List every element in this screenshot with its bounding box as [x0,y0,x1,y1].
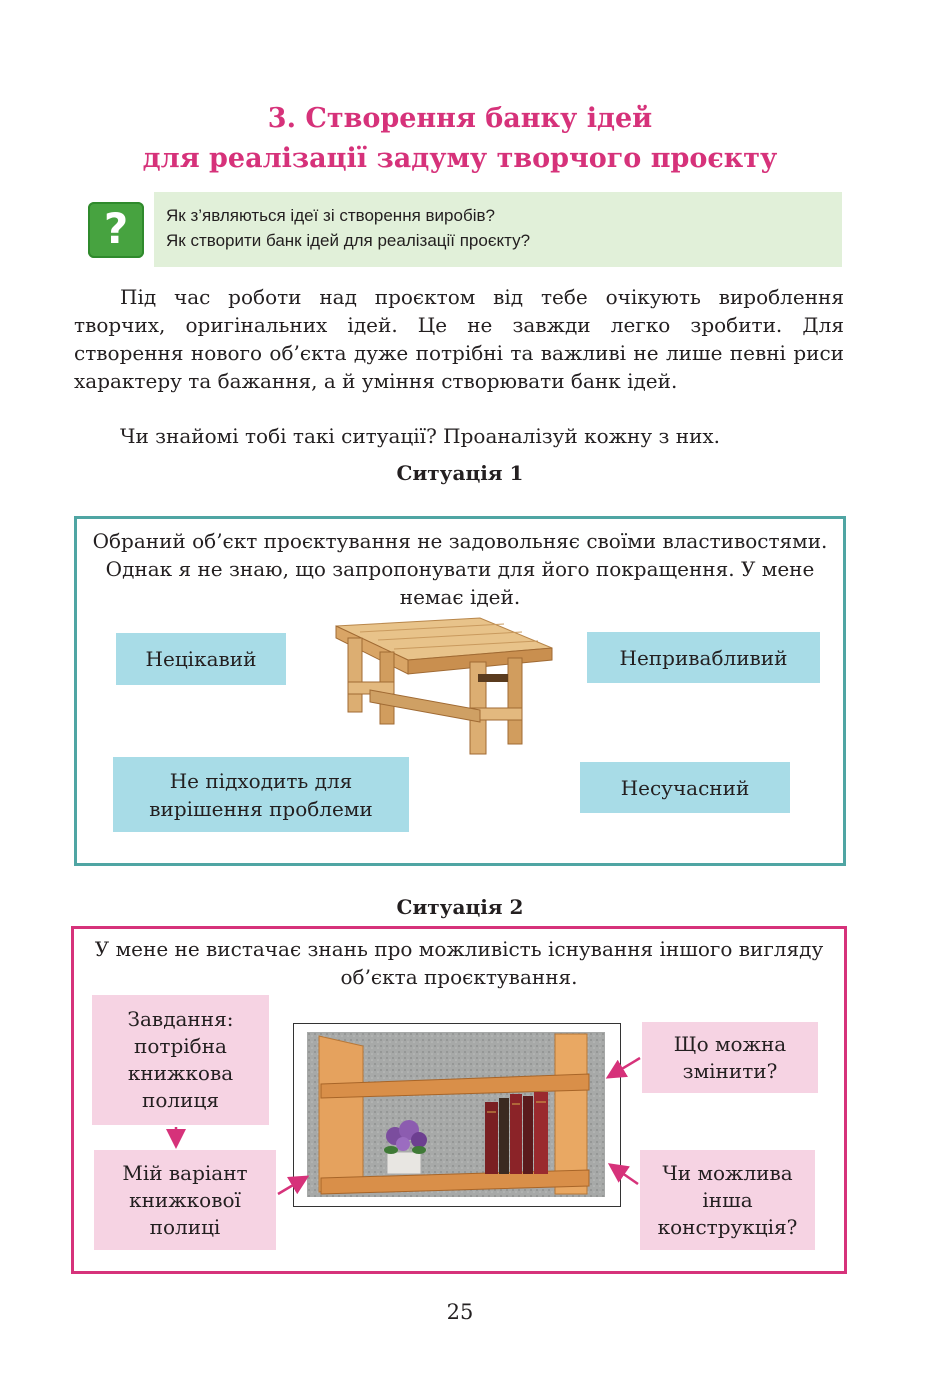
page-number: 25 [446,1300,474,1324]
questions-box [154,192,842,267]
question-mark-icon: ? [88,202,144,258]
situation-1-heading: Ситуація 1 [396,461,524,485]
bench-image [330,612,556,762]
label-unattractive: Непривабливий [587,632,820,683]
page-title-line-2: для реалізації задуму творчого проєкту [142,143,778,174]
situation-2-text: У мене не вистачає знань про можливість існування іншого вигляду об’єкта проєктування. [94,937,824,989]
label-outdated: Несучасний [580,762,790,813]
label-other-construction: Чи можлива інша конструкція? [640,1150,815,1250]
prompt-paragraph: Чи знайомі тобі такі ситуації? Проаналізуй кожну з них. [120,424,721,448]
label-what-to-change: Що можна змінити? [642,1022,818,1093]
label-uninteresting: Нецікавий [116,633,286,685]
situation-1-text: Обраний об’єкт проєктування не задовольняє своїми властивостями. Однак я не знаю, що запропонувати для його покращення. У мене немає ідей. [92,529,828,609]
page-title-line-1: 3. Створення банку ідей [267,103,653,134]
bookshelf-image [307,1032,605,1197]
label-my-variant: Мій варіант книжкової полиці [94,1150,276,1250]
label-task: Завдання: потрібна книжкова полиця [92,995,269,1125]
question-1: Як з’являються ідеї зі створення виробів? [166,206,495,225]
question-2: Як створити банк ідей для реалізації проєкту? [166,231,531,250]
situation-2-heading: Ситуація 2 [396,895,524,919]
intro-paragraph: Під час роботи над проєктом від тебе очікують вироблення творчих, оригінальних ідей. Це не завжди легко зробити. Для створення нового об’єкта дуже потрібні та важливі не лише певні риси характеру та бажання, а й уміння створювати банк ідей. [74,285,844,393]
label-not-suitable: Не підходить для вирішення проблеми [113,757,409,832]
